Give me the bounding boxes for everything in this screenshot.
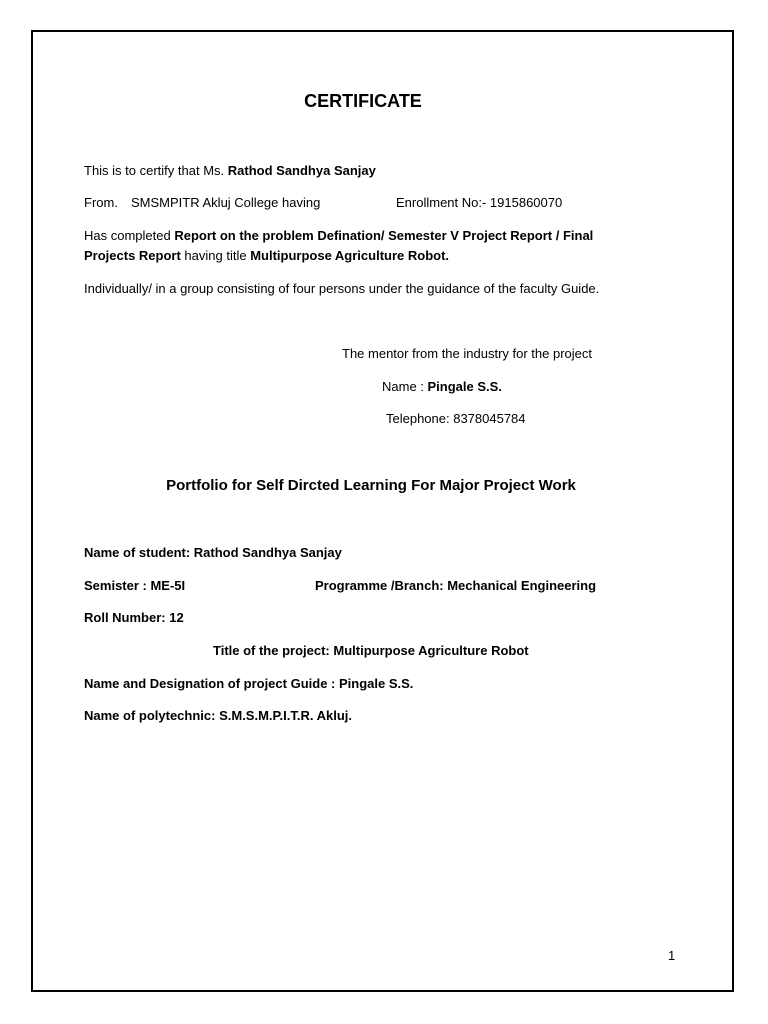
portfolio-project-title: Title of the project: Multipurpose Agriculture Robot	[213, 643, 529, 658]
telephone: Telephone: 8378045784	[386, 411, 526, 426]
completed-line-2	[84, 248, 449, 264]
certify-line	[84, 163, 376, 179]
college-name: SMSMPITR Akluj College having	[131, 195, 321, 210]
portfolio-guide: Name and Designation of project Guide : Pingale S.S.	[84, 676, 414, 691]
project-title: Multipurpose Agriculture Robot.	[250, 248, 450, 263]
portfolio-student: Name of student: Rathod Sandhya Sanjay	[84, 545, 342, 560]
page-number: 1	[668, 948, 676, 963]
completed-prefix: Has completed	[84, 228, 175, 243]
mentor-name: Pingale S.S.	[427, 379, 502, 394]
portfolio-programme: Programme /Branch: Mechanical Engineering	[315, 578, 597, 593]
student-name: Rathod Sandhya Sanjay	[227, 163, 376, 178]
certificate-title: CERTIFICATE	[304, 91, 422, 111]
portfolio-title: Portfolio for Self Dircted Learning For Major Project Work	[166, 477, 576, 494]
group-line: Individually/ in a group consisting of four persons under the guidance of the faculty Guide.	[84, 281, 600, 296]
completed-line-1	[84, 228, 593, 244]
report-type-2: Projects Report	[84, 248, 181, 263]
portfolio-roll: Roll Number: 12	[84, 610, 184, 625]
mentor-line: The mentor from the industry for the project	[342, 346, 592, 361]
mentor-name-label: Name :	[382, 379, 428, 394]
portfolio-polytechnic: Name of polytechnic: S.M.S.M.P.I.T.R. Akluj.	[84, 708, 352, 723]
report-type-1: Report on the problem Defination/ Semester V Project Report / Final	[174, 228, 594, 243]
certify-prefix: This is to certify that Ms.	[84, 163, 228, 178]
portfolio-semester: Semister : ME-5I	[84, 578, 186, 593]
from-label: From.	[84, 195, 118, 210]
mentor-name-line	[382, 379, 502, 395]
enrollment-number: Enrollment No:- 1915860070	[396, 195, 563, 210]
having-title: having title	[180, 248, 251, 263]
